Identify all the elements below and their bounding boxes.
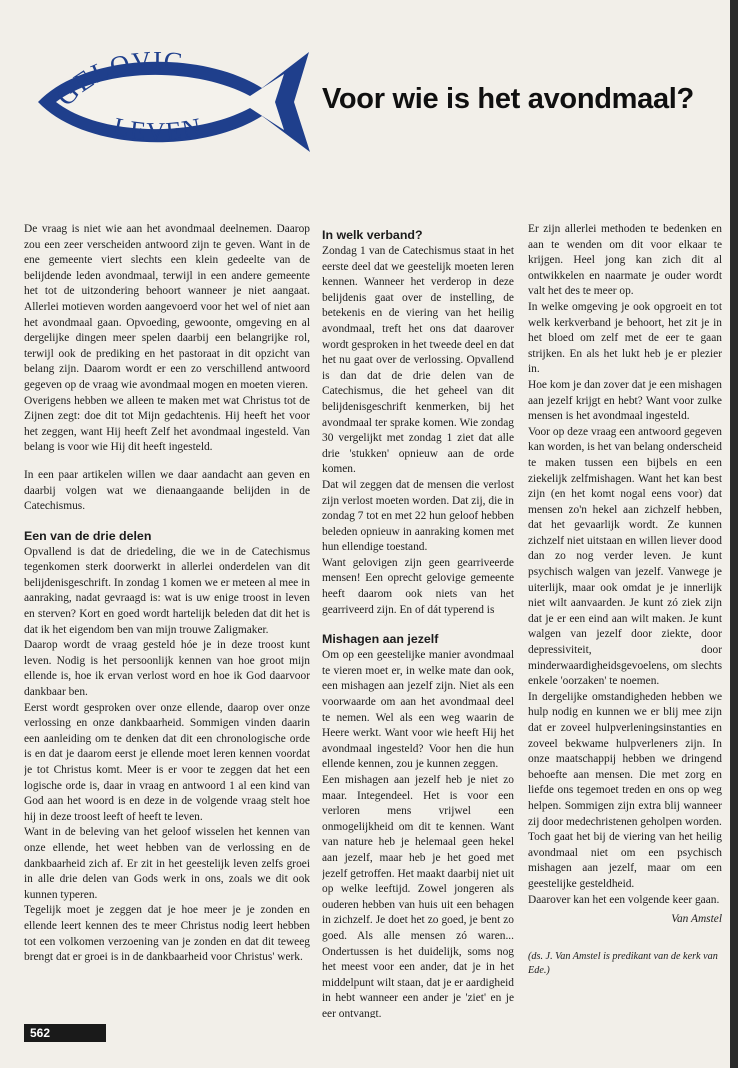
paragraph: Zondag 1 van de Catechismus staat in het eerste deel dat we geestelijk moeten leren kennen. Wanneer het verderop in deze belijdenis gaat over de instelling, de betekenis en de viering van het heilig avondmaal, treft het ons dat daarover wordt gesproken in het tweede deel en dat het nu gaat over de verlossing. Opvallend is dan dat de drie delen van de Catechismus, die het geheel van dit belijdenisgeschrift kenmerken, bij het avondmaal ter sprake komen. Wie zondag 30 vergelijkt met zondag 1 ziet dat alle drie 'stukken' opnieuw aan de orde komen. [322,245,514,476]
column-3 [528,222,722,1012]
page-number: 562 [24,1024,106,1042]
logo-text-bottom: LEVEN [110,111,205,147]
paragraph: Er zijn allerlei methoden te bedenken en aan te wenden om dit voor elkaar te krijgen. Heel jong kan zich dit al ontwikkelen en naarmate je ouder wordt valt het des te meer op. [528,223,722,298]
paragraph: Dat wil zeggen dat de mensen die verlost zijn verlost moeten worden. Dat zij, die in zondag 7 tot en met 22 hun geloof hebben beleden opnieuw in aanraking komen met hun ellendige toestand. [322,478,514,554]
author-note: (ds. J. Van Amstel is predikant van de kerk van Ede.) [528,950,718,976]
section-heading: Een van de drie delen [24,528,152,543]
paragraph: Overigens hebben we alleen te maken met wat Christus tot de Zijnen zegt: doe dit tot Mijn gedachtenis. Hij heeft het voor het zeggen, want Hij heeft Zelf het avondmaal ingesteld. Van belang is voor wie Hij dit heeft ingesteld. [24,394,310,454]
paragraph: Voor op deze vraag een antwoord gegeven kan worden, is het van belang onderscheid te maken tussen een bijbels en een ziekelijk zelfmishagen. Want het kan best zijn (en het komt nogal eens voor) dat mensen zo'n hekel aan zichzelf hebben, dat het gevaarlijk wordt. Ze kunnen zichzelf niet uitstaan en willen liever dood dan zo nog verder leven. Je kunt psychisch walgen van jezelf. Vanwege je uiterlijk, maar ook omdat je je innerlijk niet wilt aanvaarden. Je kunt zó ziek zijn dat je er een eind aan wilt maken. Je kunt walgen van jezelf door ziekte, door depressiviteit, door minderwaardigheidsgevoelens, om slechts enkele 'oorzaken' te noemen. [528,425,722,688]
paragraph: In welke omgeving je ook opgroeit en tot welk kerkverband je behoort, het zit je in het bloed om zelf met de eer te gaan strijken. En als het lukt heb je er plezier in. [528,300,722,376]
section-heading: In welk verband? [322,228,423,242]
paragraph: In dergelijke omstandigheden hebben we hulp nodig en kunnen we er blij mee zijn dat er zoveel hulpverleningsinstanties en zoveel bekwame hulpverleners zijn. In onze maatschappij hebben we dringend behoefte aan mensen. Die met zorg en liefde ons tegemoet treden en ons op weg helpen. Sommigen zijn extra blij wanneer zij door medechristenen geholpen worden. [528,690,722,828]
paragraph: Daarover kan het een volgende keer gaan. [528,893,720,906]
paragraph: Want in de beleving van het geloof wisselen het kennen van onze ellende, het weet hebben van de verlossing en de dankbaarheid zich af. Er zit in het geestelijk leven zelfs groei in alle drie delen van Gods werk in ons, zoals we dit ook kunnen typeren. [24,826,310,901]
page-title: Voor wie is het avondmaal? [322,83,694,115]
paragraph: Een mishagen aan jezelf heb je niet zo maar. Integendeel. Het is voor een verloren mens vrijwel een onmogelijkheid om dit te kennen. Want van nature heb je helemaal geen hekel aan jezelf, maar heb je het goed met jezelf getroffen. Het maakt daarbij niet uit op welke leeftijd. Zowel jongeren als ouderen hebben van huis uit een behagen in zichzelf. Je doet het zo goed, je bent zo goed. Als alle mensen zó waren... Ondertussen is het duidelijk, soms nog het meest voor een ander, dat je in het middelpunt wilt staan, dat je er aardigheid in hebt wanneer een ander je 'ziet' en je eer ontvangt. [322,774,514,1018]
paragraph: Tegelijk moet je zeggen dat je hoe meer je je zonden en ellende leert kennen des te meer Christus nodig leert hebben tot een volkomen verzoening van je zonden en dat dit teweeg brengt dat er groei is in de dankbaarheid voor Christus' werk. [24,904,310,964]
paragraph: Want gelovigen zijn geen gearriveerde mensen! Een oprecht gelovige gemeente heeft daarom ook niets van het gearriveerd zijn. En of dát typerend is [322,556,514,616]
column-1 [24,222,310,1012]
paragraph: Hoe kom je dan zover dat je een mishagen aan jezelf krijgt en hebt? Want voor zulke mensen is het avondmaal ingesteld. [528,378,722,423]
logo-text-top: GELOVIG [49,45,186,112]
paragraph: Daarop wordt de vraag gesteld hóe je in deze troost kunt leven. Nodig is het persoonlijk kennen van hoe groot mijn ellende is, hoe ik ervan verlost word en hoe ik God daarvoor dankbaar ben. [24,639,310,699]
paragraph: Eerst wordt gesproken over onze ellende, daarop over onze verlossing en onze dankbaarheid. Sommigen vinden daarin een aanleiding om te denken dat dit een chronologische orde is en dat je daarom eerst je ellende moet leren kennen voordat je tot Christus komt. Meer is er voor te zeggen dat het een logische orde is, daar in vraag en antwoord 1 al een kind van God aan het woord is en deze in de volgende vraag stelt hoe hij in deze troost leeft of heeft te leven. [24,701,310,823]
bleed-through [690,36,730,236]
paragraph: De vraag is niet wie aan het avondmaal deelnemen. Daarop zou een zeer verscheiden antwoord zijn te geven. Want in de ene gemeente viert slechts een klein gedeelte van de belijdende leden avondmaal, terwijl in een andere gemeente het tot de uitzondering behoort wanneer je niet aangaat. Allerlei motieven worden aangevoerd voor het wel of niet aan het avondmaal gaan. Opvoeding, gewoonte, omgeving en al dergelijke dingen meer spelen daarbij een belangrijke rol, terwijl ook de prediking en het pastoraat in dit opzicht van belang zijn. Daarom wordt er een zo verschillend antwoord gegeven op de vraag wie avondmaal mogen en moeten vieren. [24,223,310,391]
section-heading: Mishagen aan jezelf [322,632,439,647]
paragraph: Om op een geestelijke manier avondmaal te vieren moet er, in welke mate dan ook, een mishagen aan jezelf zijn. Niet als een voorwaarde om aan het avondmaal deel te nemen. Wel als een weg waarin de Heere werkt. Want voor wie heeft Hij het avondmaal ingesteld? Voor hen die hun ellende kennen, zou je kunnen zeggen. [322,649,514,771]
page-edge [730,0,738,1068]
column-2 [322,228,514,1018]
paragraph: Toch gaat het bij de viering van het heilig avondmaal niet om een psychisch mishagen aan jezelf, maar om een geestelijke gesteldheid. [528,831,722,890]
author-signature: Van Amstel [671,913,722,926]
paragraph: Opvallend is dat de driedeling, die we in de Catechismus tegenkomen sterk doorwerkt in allerlei onderdelen van dit belijdenisgeschrift. In zondag 1 komen we er meteen al mee in aanraking, nadat gevraagd is: wat is uw enige troost in leven en sterven? Kort en goed wordt hartelijk beleden dat dit het is dat ik het eigendom ben van mijn trouwe Zaligmaker. [24,545,310,636]
paragraph: In een paar artikelen willen we daar aandacht aan geven en daarbij volgen wat we dienaangaande belijden in de Catechismus. [24,468,310,513]
fish-logo-icon [26,44,318,158]
